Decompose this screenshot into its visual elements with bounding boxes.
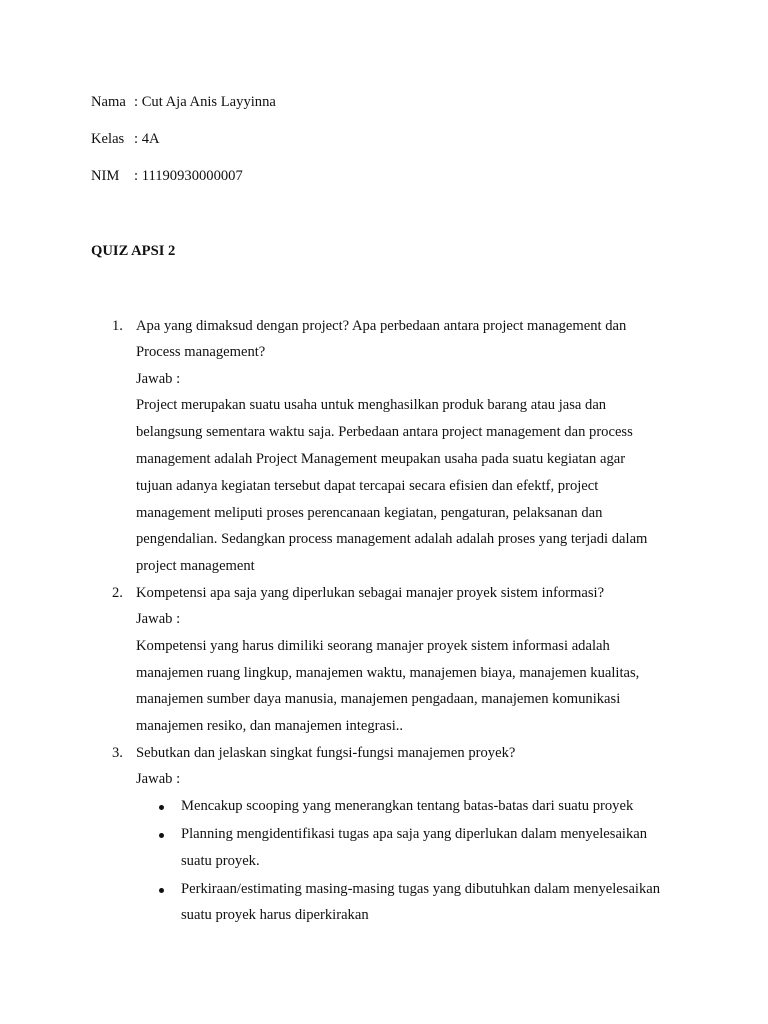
quiz-title: QUIZ APSI 2	[91, 243, 176, 259]
answer-text: tujuan adanya kegiatan tersebut dapat tercapai secara efisien dan efektf, project	[136, 478, 599, 494]
answer-text: project management	[136, 558, 255, 574]
class-value: : 4A	[134, 131, 160, 147]
question-text: Process management?	[136, 344, 266, 360]
answer-text: belangsung sementara waktu saja. Perbedaan antara project management dan process	[136, 424, 633, 440]
class-label: Kelas	[91, 131, 125, 147]
nim-label: NIM	[91, 168, 120, 184]
answer-text: Kompetensi yang harus dimiliki seorang manajer proyek sistem informasi adalah	[136, 638, 610, 654]
question-number: 2.	[112, 585, 123, 601]
bullet-text: suatu proyek harus diperkirakan	[181, 907, 369, 923]
name-value: : Cut Aja Anis Layyinna	[134, 94, 276, 110]
bullet-text: suatu proyek.	[181, 853, 260, 869]
nim-value: : 11190930000007	[134, 168, 243, 184]
answer-label: Jawab :	[136, 611, 181, 627]
question-number: 3.	[112, 745, 123, 761]
answer-text: manajemen sumber daya manusia, manajemen pengadaan, manajemen komunikasi	[136, 691, 621, 707]
bullet-text: Mencakup scooping yang menerangkan tentang batas-batas dari suatu proyek	[181, 798, 634, 814]
name-label: Nama	[91, 94, 126, 110]
answer-text: Project merupakan suatu usaha untuk menghasilkan produk barang atau jasa dan	[136, 397, 607, 413]
question-text: Sebutkan dan jelaskan singkat fungsi-fungsi manajemen proyek?	[136, 745, 516, 761]
question-number: 1.	[112, 318, 123, 334]
bullet-text: Perkiraan/estimating masing-masing tugas yang dibutuhkan dalam menyelesaikan	[181, 881, 661, 897]
answer-text: manajemen resiko, dan manajemen integrasi..	[136, 718, 404, 734]
question-text: Apa yang dimaksud dengan project? Apa perbedaan antara project management dan	[136, 318, 627, 334]
question-text: Kompetensi apa saja yang diperlukan sebagai manajer proyek sistem informasi?	[136, 585, 605, 601]
bullet-text: Planning mengidentifikasi tugas apa saja yang diperlukan dalam menyelesaikan	[181, 826, 648, 842]
bullet-icon	[159, 833, 164, 838]
bullet-icon	[159, 805, 164, 810]
answer-label: Jawab :	[136, 771, 181, 787]
bullet-icon	[159, 888, 164, 893]
answer-text: management meliputi proses perencanaan kegiatan, pengaturan, pelaksanan dan	[136, 505, 603, 521]
answer-text: pengendalian. Sedangkan process management adalah adalah proses yang terjadi dalam	[136, 531, 648, 547]
answer-text: manajemen ruang lingkup, manajemen waktu, manajemen biaya, manajemen kualitas,	[136, 665, 640, 681]
answer-text: management adalah Project Management meupakan usaha pada suatu kegiatan agar	[136, 451, 626, 467]
answer-label: Jawab :	[136, 371, 181, 387]
